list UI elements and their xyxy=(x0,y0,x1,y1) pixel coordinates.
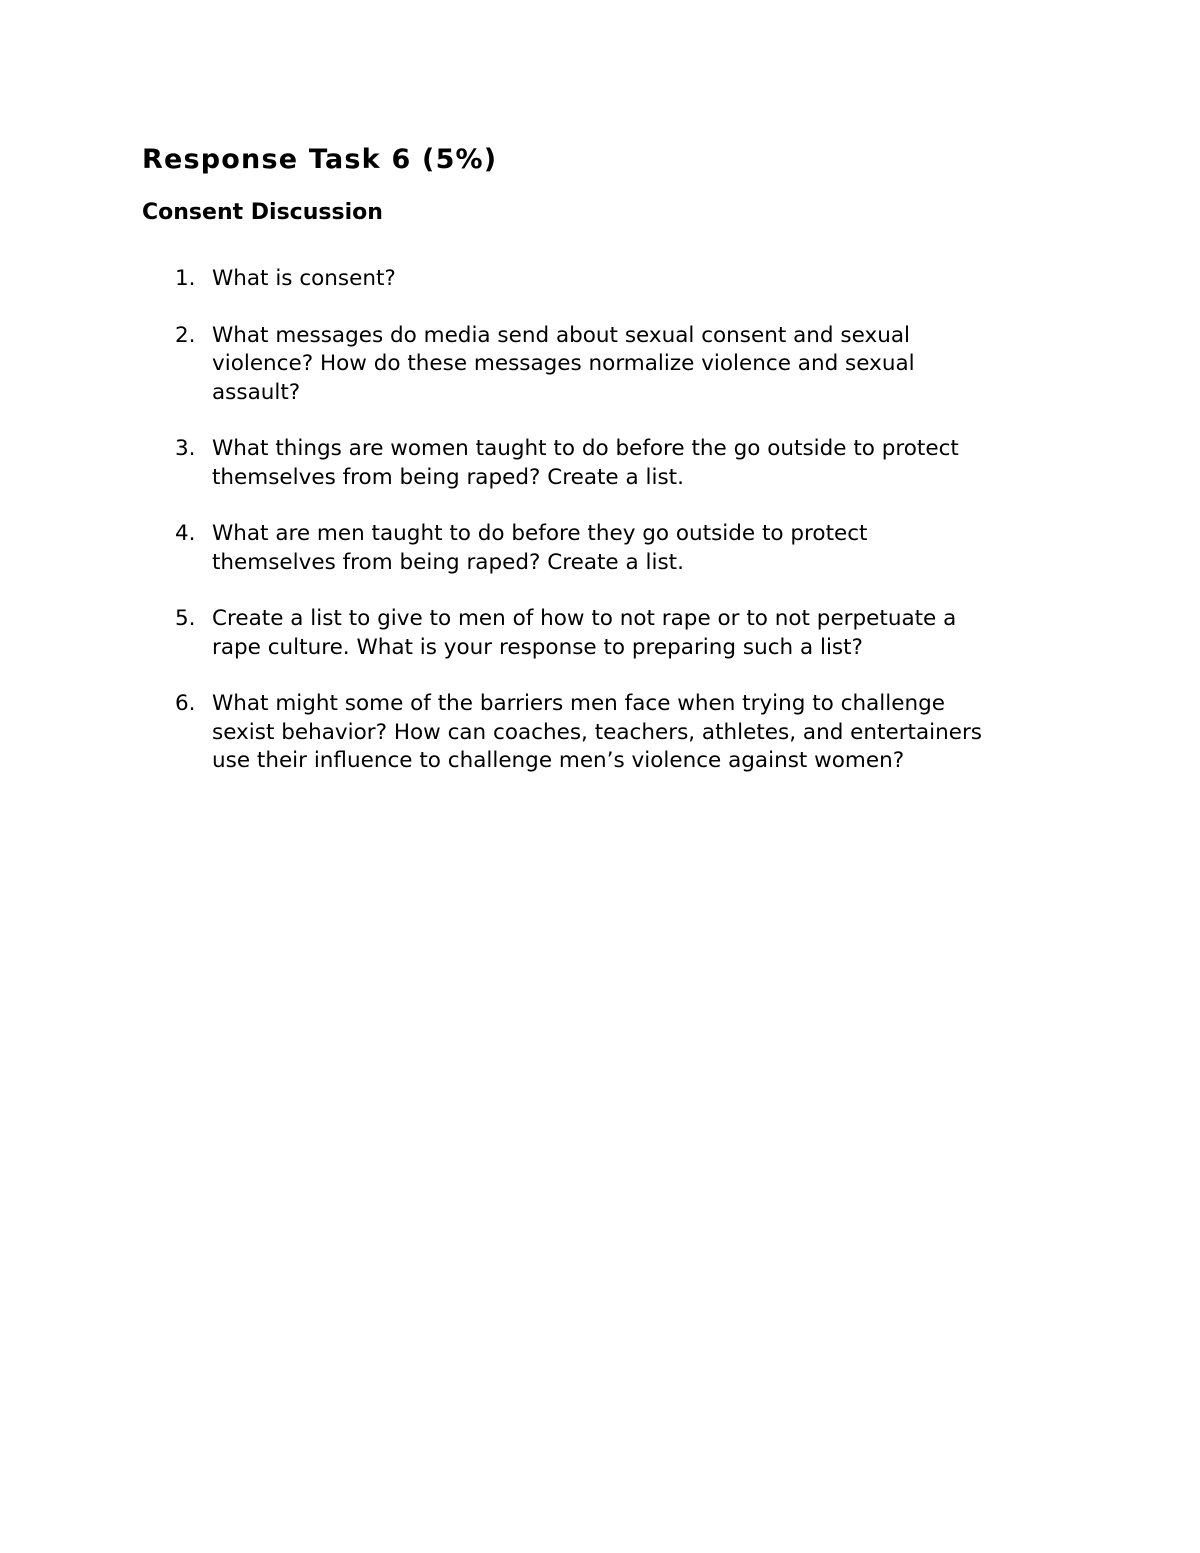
question-number: 3. xyxy=(175,436,196,461)
question-text xyxy=(212,265,1092,294)
question-line: themselves from being raped? Create a list. xyxy=(212,464,684,490)
question-line: themselves from being raped? Create a list. xyxy=(212,549,684,575)
question-item-5 xyxy=(0,605,1200,662)
document-title: Response Task 6 (5%) xyxy=(142,144,498,175)
question-text xyxy=(212,605,1092,662)
question-line: What things are women taught to do before the go outside to protect xyxy=(212,436,959,461)
question-text xyxy=(212,690,1092,776)
question-item-1 xyxy=(0,265,1200,294)
question-number: 5. xyxy=(175,606,196,631)
question-item-2 xyxy=(0,322,1200,408)
question-line: What might some of the barriers men face when trying to challenge xyxy=(212,691,945,716)
question-list xyxy=(0,265,1200,804)
document-subtitle: Consent Discussion xyxy=(142,200,383,225)
question-line: What is consent? xyxy=(212,266,396,291)
question-item-6 xyxy=(0,690,1200,776)
question-item-4 xyxy=(0,520,1200,577)
question-line: use their influence to challenge men’s violence against women? xyxy=(212,748,905,773)
question-line: What messages do media send about sexual consent and sexual xyxy=(212,322,910,348)
question-text xyxy=(212,322,1092,408)
question-line: violence? How do these messages normalize violence and sexual xyxy=(212,351,915,376)
question-line: Create a list to give to men of how to not rape or to not perpetuate a xyxy=(212,606,957,631)
question-number: 1. xyxy=(175,266,196,291)
question-number: 6. xyxy=(175,691,196,716)
question-line: rape culture. What is your response to preparing such a list? xyxy=(212,634,863,660)
question-number: 2. xyxy=(175,322,196,348)
question-item-3 xyxy=(0,435,1200,492)
question-line: What are men taught to do before they go outside to protect xyxy=(212,521,868,546)
question-number: 4. xyxy=(175,521,196,546)
question-text xyxy=(212,435,1092,492)
question-line: assault? xyxy=(212,379,301,405)
question-line: sexist behavior? How can coaches, teachers, athletes, and entertainers xyxy=(212,719,983,745)
question-text xyxy=(212,520,1092,577)
